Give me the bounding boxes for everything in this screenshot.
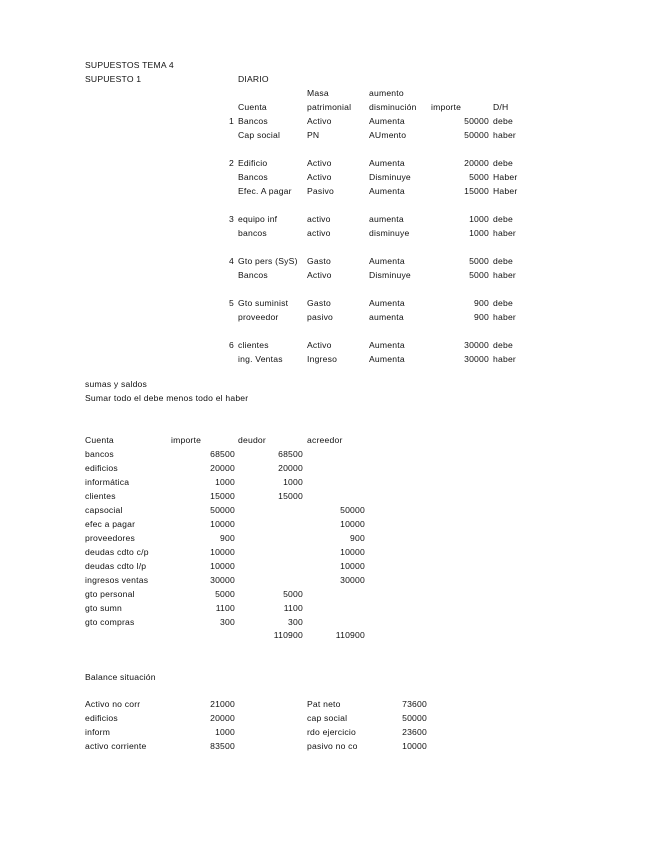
diario-importe: 5000 [469,270,489,280]
diario-movimiento: Aumenta [369,116,405,126]
balance-activo-value: 83500 [210,741,235,751]
diario-masa: Ingreso [307,354,338,364]
balance-activo-value: 1000 [215,727,235,737]
sumas-importe: 1000 [215,477,235,487]
diario-masa: Activo [307,158,332,168]
diario-dh: debe [493,256,513,266]
diario-movimiento: AUmento [369,130,407,140]
diario-cuenta: equipo inf [238,214,278,224]
sumas-importe: 10000 [210,561,235,571]
sumas-importe: 15000 [210,491,235,501]
diario-importe: 30000 [464,354,489,364]
balance-activo-label: inform [85,727,111,737]
diario-dh: debe [493,214,513,224]
sumas-total-deudor: 110900 [273,630,303,640]
sumas-importe: 50000 [210,505,235,515]
diario-entry-number: 5 [229,298,234,308]
sumas-importe: 1100 [215,603,235,613]
sumas-importe: 68500 [210,449,235,459]
sumas-header-deudor: deudor [238,435,266,445]
sumas-acreedor: 30000 [340,575,365,585]
diario-cuenta: Gto suminist [238,298,289,308]
diario-importe: 20000 [464,158,489,168]
balance-activo-label: Activo no corr [85,699,141,709]
sumas-title: sumas y saldos [85,379,148,389]
balance-pasivo-label: pasivo no co [307,741,358,751]
diario-masa: pasivo [307,312,334,322]
sumas-cuenta: deudas cdto c/p [85,547,149,557]
sumas-cuenta: edificios [85,463,118,473]
balance-pasivo-value: 50000 [402,713,427,723]
sumas-acreedor: 10000 [340,547,365,557]
diario-dh: debe [493,158,513,168]
diario-dh: haber [493,270,516,280]
sumas-importe: 30000 [210,575,235,585]
diario-movimiento: aumenta [369,312,404,322]
diario-cuenta: Bancos [238,270,268,280]
diario-dh: debe [493,298,513,308]
sumas-subtitle: Sumar todo el debe menos todo el haber [85,393,249,403]
balance-activo-value: 21000 [210,699,235,709]
diario-movimiento: Aumenta [369,298,405,308]
diario-entry-number: 1 [229,116,234,126]
sumas-acreedor: 50000 [340,505,365,515]
balance-pasivo-value: 10000 [402,741,427,751]
balance-activo-value: 20000 [210,713,235,723]
diario-cuenta: ing. Ventas [238,354,283,364]
diario-dh: debe [493,116,513,126]
balance-activo-label: activo corriente [85,741,147,751]
sumas-cuenta: clientes [85,491,116,501]
sumas-importe: 900 [220,533,235,543]
sumas-header-importe: importe [171,435,202,445]
supuesto-label: SUPUESTO 1 [85,74,142,84]
diario-dh: Haber [493,186,518,196]
diario-entry-number: 3 [229,214,234,224]
sumas-header-acreedor: acreedor [307,435,343,445]
diario-cuenta: Edificio [238,158,268,168]
diario-importe: 30000 [464,340,489,350]
diario-importe: 5000 [469,172,489,182]
diario-dh: Haber [493,172,518,182]
diario-importe: 50000 [464,130,489,140]
sumas-cuenta: deudas cdto l/p [85,561,147,571]
diario-header-importe: importe [431,102,462,112]
diario-importe: 900 [474,298,489,308]
diario-movimiento: Disminuye [369,270,411,280]
diario-masa: Activo [307,340,332,350]
diario-header-aumento-1: aumento [369,88,404,98]
diario-masa: Activo [307,270,332,280]
sumas-total-acreedor: 110900 [335,630,365,640]
diario-importe: 900 [474,312,489,322]
diario-movimiento: Aumenta [369,158,405,168]
balance-pasivo-label: rdo ejercicio [307,727,356,737]
sumas-acreedor: 900 [350,533,365,543]
sumas-cuenta: efec a pagar [85,519,136,529]
diario-dh: haber [493,228,516,238]
diario-header-aumento-2: disminución [369,102,417,112]
diario-dh: haber [493,130,516,140]
balance-pasivo-label: cap social [307,713,348,723]
diario-cuenta: Gto pers (SyS) [238,256,298,266]
diario-dh: debe [493,340,513,350]
diario-movimiento: disminuye [369,228,410,238]
balance-pasivo-value: 23600 [402,727,427,737]
sumas-cuenta: bancos [85,449,114,459]
diario-importe: 1000 [469,228,489,238]
balance-activo-label: edificios [85,713,118,723]
sumas-header-cuenta: Cuenta [85,435,114,445]
diario-importe: 5000 [469,256,489,266]
diario-movimiento: Aumenta [369,256,405,266]
sumas-deudor: 1000 [283,477,303,487]
diario-cuenta: clientes [238,340,269,350]
diario-movimiento: Disminuye [369,172,411,182]
diario-dh: haber [493,354,516,364]
diario-cuenta: Bancos [238,116,268,126]
diario-header-masa-2: patrimonial [307,102,352,112]
sumas-cuenta: proveedores [85,533,135,543]
diario-cuenta: proveedor [238,312,279,322]
diario-entry-number: 6 [229,340,234,350]
diario-importe: 15000 [464,186,489,196]
sumas-deudor: 20000 [278,463,303,473]
sumas-acreedor: 10000 [340,561,365,571]
diario-masa: activo [307,214,331,224]
diario-title: DIARIO [238,74,269,84]
diario-movimiento: Aumenta [369,354,405,364]
balance-title: Balance situación [85,672,156,682]
diario-masa: Pasivo [307,186,334,196]
diario-importe: 50000 [464,116,489,126]
diario-movimiento: aumenta [369,214,404,224]
diario-movimiento: Aumenta [369,340,405,350]
diario-entry-number: 2 [229,158,234,168]
diario-cuenta: Bancos [238,172,268,182]
sumas-acreedor: 10000 [340,519,365,529]
sumas-importe: 300 [220,617,235,627]
sumas-importe: 20000 [210,463,235,473]
diario-dh: haber [493,312,516,322]
balance-pasivo-label: Pat neto [307,699,341,709]
sumas-cuenta: gto personal [85,589,135,599]
sumas-importe: 5000 [215,589,235,599]
diario-masa: PN [307,130,320,140]
diario-masa: Gasto [307,298,331,308]
diario-header-masa-1: Masa [307,88,329,98]
sumas-importe: 10000 [210,547,235,557]
diario-importe: 1000 [469,214,489,224]
sumas-cuenta: informática [85,477,130,487]
sumas-cuenta: capsocial [85,505,123,515]
sumas-deudor: 1100 [283,603,303,613]
diario-cuenta: Cap social [238,130,281,140]
diario-cuenta: bancos [238,228,267,238]
diario-entry-number: 4 [229,256,234,266]
sumas-deudor: 68500 [278,449,303,459]
diario-header-cuenta: Cuenta [238,102,267,112]
sumas-cuenta: ingresos ventas [85,575,149,585]
diario-cuenta: Efec. A pagar [238,186,292,196]
diario-masa: Gasto [307,256,331,266]
doc-title: SUPUESTOS TEMA 4 [85,60,174,70]
diario-movimiento: Aumenta [369,186,405,196]
sumas-importe: 10000 [210,519,235,529]
diario-masa: activo [307,228,331,238]
sumas-deudor: 5000 [283,589,303,599]
diario-masa: Activo [307,172,332,182]
balance-pasivo-value: 73600 [402,699,427,709]
sumas-deudor: 15000 [278,491,303,501]
sumas-cuenta: gto sumn [85,603,122,613]
sumas-deudor: 300 [288,617,303,627]
diario-masa: Activo [307,116,332,126]
diario-header-dh: D/H [493,102,509,112]
sumas-cuenta: gto compras [85,617,135,627]
